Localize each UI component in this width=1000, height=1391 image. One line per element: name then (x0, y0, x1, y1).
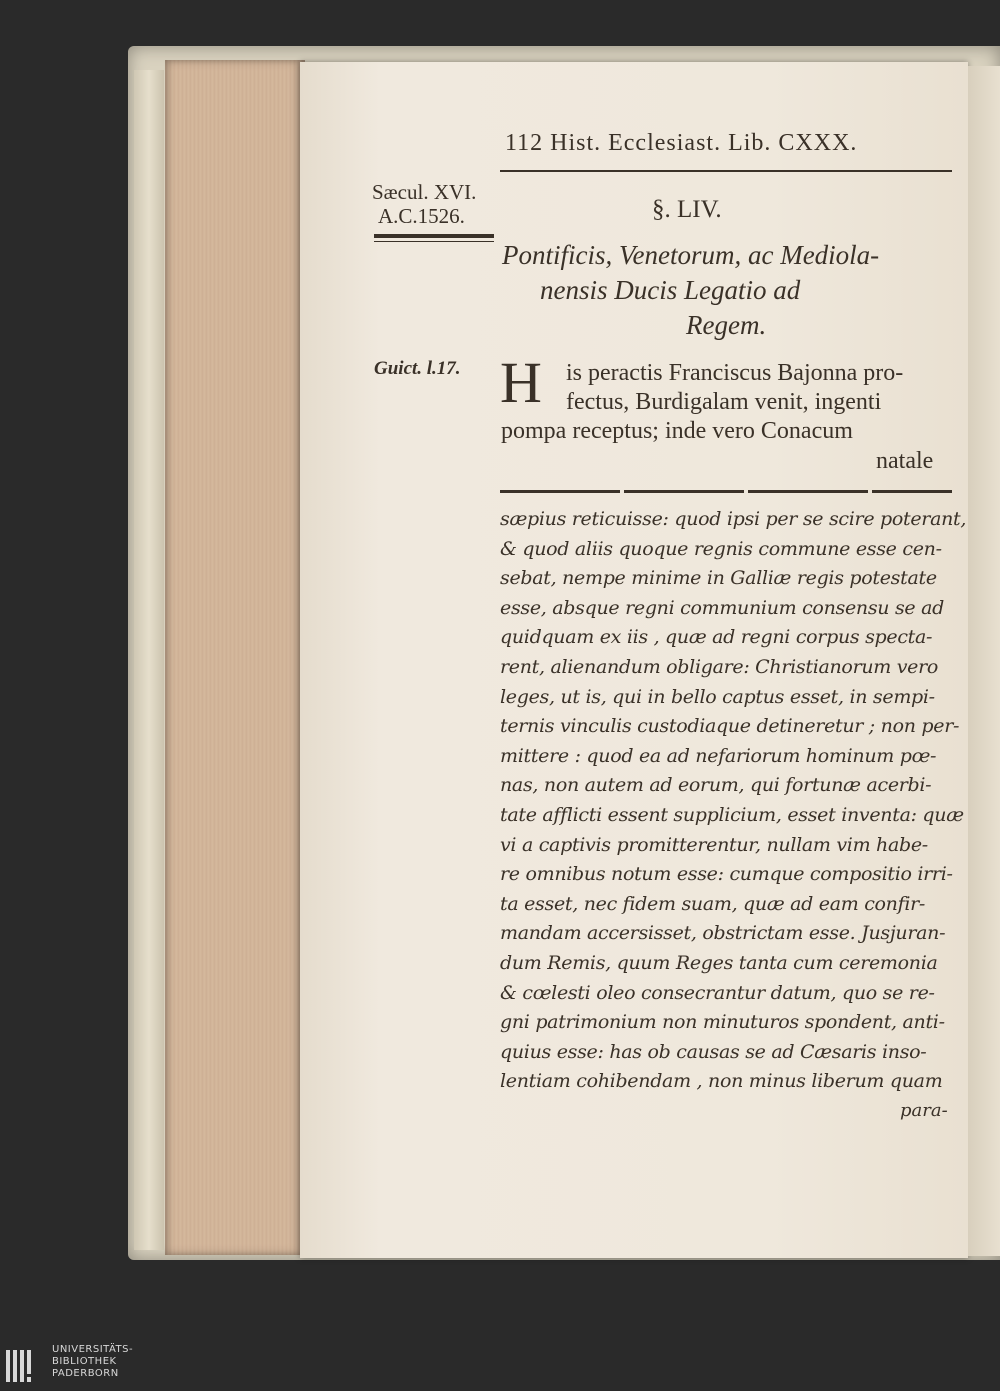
margin-saeculum: Sæcul. XVI. (372, 180, 477, 204)
margin-year: A.C.1526. (378, 204, 465, 228)
page-edges (165, 60, 305, 1255)
body-line: is peractis Franciscus Bajonna pro- (566, 360, 904, 386)
footnote-line: sebat, nempe minime in Galliæ regis potestate (500, 567, 937, 590)
footnote-line: gni patrimonium non minuturos spondent, anti- (500, 1011, 945, 1034)
head-rule (500, 170, 952, 172)
body-catchword: natale (876, 448, 934, 474)
section-number: §. LIV. (652, 196, 722, 223)
footnote-line: vi a captivis promitterentur, nullam vim habe- (500, 833, 928, 856)
facing-page-edge (968, 66, 1000, 1256)
footer-text: UNIVERSITÄTS- (52, 1344, 134, 1355)
footnote-line: esse, absque regni communium consensu se ad (500, 596, 944, 619)
footnote-line: mittere : quod ea ad nefariorum hominum pœ- (500, 744, 937, 767)
footer-bar (0, 1341, 1000, 1391)
footer-text: BIBLIOTHEK (52, 1356, 117, 1367)
cover-edge (134, 70, 164, 1250)
section-title-line: nensis Ducis Legatio ad (540, 275, 801, 305)
footnote-line: quius esse: has ob causas se ad Cæsaris inso- (500, 1040, 927, 1063)
footnote-line: nas, non autem ad eorum, qui fortunæ acerbi- (500, 774, 932, 797)
library-logo-icon (4, 1346, 44, 1386)
drop-cap: H (500, 350, 542, 415)
section-title-line: Regem. (686, 310, 767, 340)
footnote-line: ternis vinculis custodiaque detineretur ; non per- (500, 715, 960, 738)
section-title-line: Pontificis, Venetorum, ac Mediola- (502, 240, 880, 270)
margin-reference: Guict. l.17. (374, 358, 461, 379)
footnote-line: & cœlesti oleo consecrantur datum, quo se re- (500, 981, 935, 1004)
footnote-line: dum Remis, quum Reges tanta cum ceremonia (500, 952, 938, 974)
footnote-line: rent, alienandum obligare: Christianorum vero (500, 656, 939, 678)
footnote-line: mandam accersisset, obstrictam esse. Jusjuran- (500, 922, 946, 945)
footer-text: PADERBORN (52, 1368, 119, 1379)
margin-rule (374, 234, 494, 238)
footnote-line: re omnibus notum esse: cumque compositio irri- (500, 863, 953, 886)
footnote-line: ta esset, nec fidem suam, quæ ad eam confir- (500, 892, 926, 915)
footnote-rule (500, 490, 952, 493)
margin-rule-thin (374, 241, 494, 242)
body-line: fectus, Burdigalam venit, ingenti (566, 389, 882, 415)
footnote-line: leges, ut is, qui in bello captus esset, in sempi- (500, 685, 935, 708)
footnote-line: tate afflicti essent supplicium, esset inventa: quæ (500, 804, 964, 826)
footnote-catchword: para- (900, 1100, 948, 1121)
body-line: pompa receptus; inde vero Conacum (501, 418, 853, 444)
footnote-line: sæpius reticuisse: quod ipsi per se scire poterant, (500, 508, 967, 530)
running-head: 112 Hist. Ecclesiast. Lib. CXXX. (505, 130, 858, 156)
footnote-line: & quod aliis quoque regnis commune esse cen- (500, 537, 942, 560)
footnote-line: quidquam ex iis , quæ ad regni corpus specta- (500, 626, 933, 649)
footnote-line: lentiam cohibendam , non minus liberum quam (500, 1070, 943, 1093)
